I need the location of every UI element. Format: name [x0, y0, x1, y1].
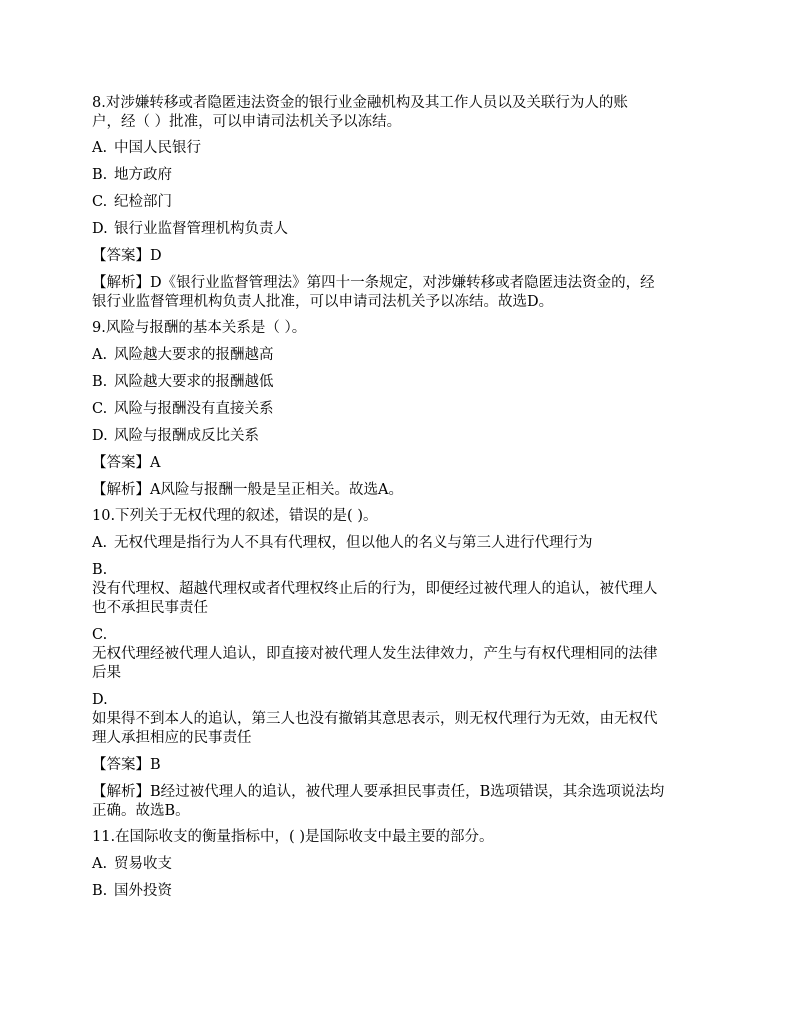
- question-9-analysis: 【解析】A风险与报酬一般是呈正相关。故选A。: [92, 482, 403, 498]
- question-10-analysis: 【解析】B经过被代理人的追认，被代理人要承担民事责任，B选项错误，其余选项说法均: [92, 784, 665, 800]
- question-10-option-d-label: D.: [92, 692, 108, 708]
- document-page: [92, 94, 704, 901]
- question-8-answer: 【答案】D: [92, 248, 162, 264]
- question-10-option-d-line2: 理人承担相应的民事责任: [92, 730, 252, 746]
- question-9-answer: 【答案】A: [92, 455, 161, 471]
- question-8-stem-line2: 户，经（ ）批准，可以申请司法机关予以冻结。: [92, 114, 402, 130]
- question-8-stem-line1: 8.对涉嫌转移或者隐匿违法资金的银行业金融机构及其工作人员以及关联行为人的账: [92, 95, 628, 111]
- question-10-option-c-line2: 后果: [92, 665, 121, 681]
- question-10: [92, 507, 704, 821]
- question-11-option-b: B. 国外投资: [92, 883, 172, 899]
- question-8-option-d: D. 银行业监督管理机构负责人: [92, 221, 288, 237]
- question-8-option-b: B. 地方政府: [92, 167, 172, 183]
- question-9-option-b: B. 风险越大要求的报酬越低: [92, 374, 274, 390]
- question-11: [92, 828, 704, 901]
- question-9-option-a: A. 风险越大要求的报酬越高: [92, 347, 274, 363]
- question-10-option-b-label: B.: [92, 562, 108, 578]
- question-10-option-b-line1: 没有代理权、超越代理权或者代理权终止后的行为，即便经过被代理人的追认，被代理人: [92, 581, 658, 597]
- question-11-stem: 11.在国际收支的衡量指标中，( )是国际收支中最主要的部分。: [92, 829, 494, 845]
- question-10-option-c-line1: 无权代理经被代理人追认，即直接对被代理人发生法律效力，产生与有权代理相同的法律: [92, 646, 658, 662]
- question-8: [92, 94, 704, 312]
- question-8-option-c: C. 纪检部门: [92, 194, 172, 210]
- question-10-option-c-label: C.: [92, 627, 108, 643]
- question-9: [92, 319, 704, 500]
- question-10-option-d-line1: 如果得不到本人的追认，第三人也没有撤销其意思表示，则无权代理行为无效，由无权代: [92, 711, 658, 727]
- question-8-analysis: 【解析】D《银行业监督管理法》第四十一条规定，对涉嫌转移或者隐匿违法资金的，经: [92, 275, 655, 291]
- question-9-option-d: D. 风险与报酬成反比关系: [92, 428, 259, 444]
- question-10-stem: 10.下列关于无权代理的叙述，错误的是( )。: [92, 508, 378, 524]
- question-10-option-b-line2: 也不承担民事责任: [92, 600, 208, 616]
- question-8-option-a: A. 中国人民银行: [92, 140, 201, 156]
- question-8-analysis-line2: 银行业监督管理机构负责人批准，可以申请司法机关予以冻结。故选D。: [92, 294, 554, 310]
- question-9-stem: 9.风险与报酬的基本关系是（ ）。: [92, 320, 307, 336]
- question-10-analysis-line2: 正确。故选B。: [92, 803, 190, 819]
- question-9-option-c: C. 风险与报酬没有直接关系: [92, 401, 274, 417]
- question-10-answer: 【答案】B: [92, 757, 161, 773]
- question-11-option-a: A. 贸易收支: [92, 856, 172, 872]
- question-10-option-a: A. 无权代理是指行为人不具有代理权，但以他人的名义与第三人进行代理行为: [92, 535, 593, 551]
